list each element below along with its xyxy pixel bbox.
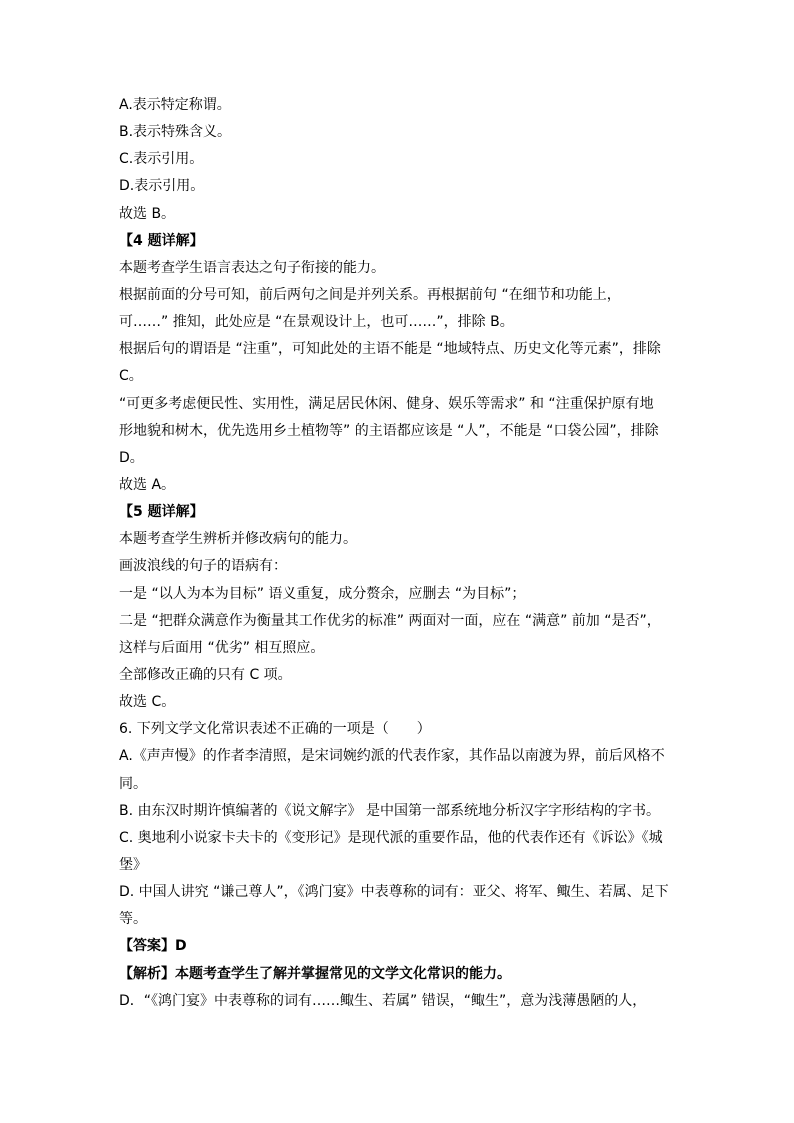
text-line: A.表示特定称谓。 <box>119 97 231 113</box>
text-line: 本题考查学生语言表达之句子衔接的能力。 <box>119 259 385 276</box>
text-line: 全部修改正确的只有 C 项。 <box>119 666 292 683</box>
text-line: 根据后句的谓语是 “注重”，可知此处的主语不能是 “地域特点、历史文化等元素”，排除 <box>119 341 661 358</box>
text-line: 6. 下列文学文化常识表述不正确的一项是（ ） <box>119 721 431 738</box>
text-line: 根据前面的分号可知，前后两句之间是并列关系。再根据前句 “在细节和功能上， <box>119 286 621 303</box>
text-line: D.表示引用。 <box>119 178 205 195</box>
text-line: D。 <box>119 449 144 466</box>
text-line: 故选 A。 <box>119 476 176 493</box>
text-line: 一是 “以人为本为目标” 语义重复，成分赘余，应删去 “为目标”； <box>119 585 526 602</box>
text-line: 二是 “把群众满意作为衡量其工作优劣的标准” 两面对一面，应在 “满意” 前加 “是否”， <box>119 612 661 629</box>
text-line: 【4 题详解】 <box>119 232 204 249</box>
text-line: 同。 <box>119 775 147 792</box>
text-line: 形地貌和树木，优先选用乡土植物等” 的主语都应该是 “人”，不能是 “口袋公园”，排除 <box>119 422 659 439</box>
text-line: B. 由东汉时期许慎编著的《说文解字》 是中国第一部系统地分析汉字字形结构的字书。 <box>119 802 660 819</box>
text-line: 【解析】本题考查学生了解并掌握常见的文学文化常识的能力。 <box>119 965 511 982</box>
text-line: 画波浪线的句子的语病有： <box>119 558 287 575</box>
text-line: 这样与后面用 “优劣” 相互照应。 <box>119 639 325 656</box>
text-line: 故选 B。 <box>119 205 176 222</box>
text-line: 本题考查学生辨析并修改病句的能力。 <box>119 531 357 548</box>
text-line: D. 中国人讲究 “谦己尊人”，《鸿门宴》中表尊称的词有：亚父、将军、鲰生、若属、足下 <box>119 884 669 901</box>
text-line: C. 奥地利小说家卡夫卡的《变形记》是现代派的重要作品，他的代表作还有《诉讼》《城 <box>119 829 663 846</box>
text-line: 【5 题详解】 <box>119 504 204 521</box>
text-line: 【答案】D <box>119 938 187 955</box>
text-line: 故选 C。 <box>119 694 176 711</box>
text-line: D．“《鸿门宴》中表尊称的词有……鲰生、若属” 错误，“鲰生”，意为浅薄愚陋的人， <box>119 992 647 1009</box>
text-line: 堡》 <box>119 856 147 873</box>
text-line: A.《声声慢》的作者李清照，是宋词婉约派的代表作家，其作品以南渡为界，前后风格不 <box>119 748 665 765</box>
text-line: B.表示特殊含义。 <box>119 124 232 141</box>
text-line: C。 <box>119 368 143 385</box>
text-line: 等。 <box>119 911 147 928</box>
document-body <box>119 92 679 1015</box>
text-line: “可更多考虑便民性、实用性，满足居民休闲、健身、娱乐等需求” 和 “注重保护原有地 <box>119 395 654 412</box>
text-line: C.表示引用。 <box>119 151 204 168</box>
text-line: 可……” 推知，此处应是 “在景观设计上，也可……”，排除 B。 <box>119 314 514 331</box>
